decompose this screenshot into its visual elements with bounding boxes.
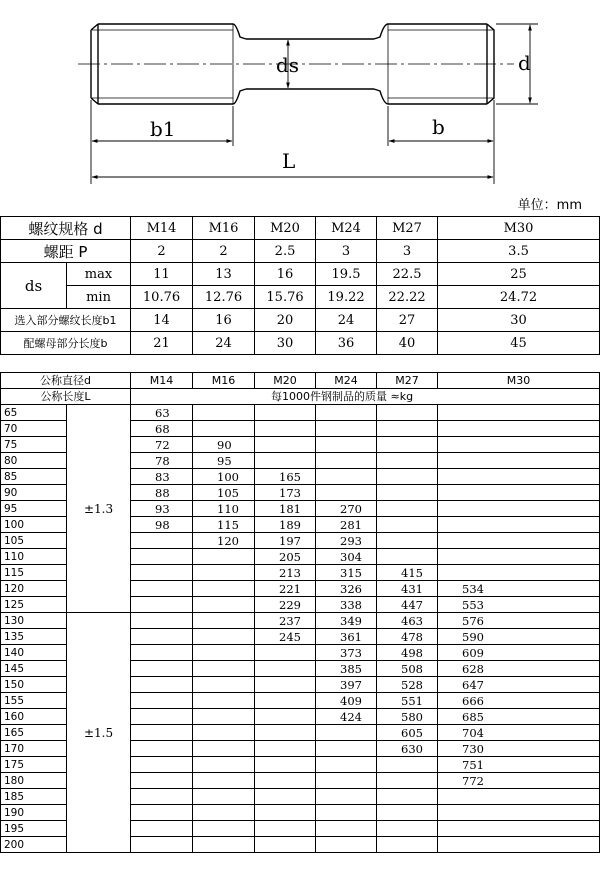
ds-dimension-label: ds (276, 53, 300, 77)
mass-cell (255, 453, 316, 469)
mass-cell (316, 469, 377, 485)
mass-cell: 98 (131, 517, 193, 533)
mass-cell (255, 645, 316, 661)
mass-cell: 293 (316, 533, 377, 549)
mass-cell (316, 741, 377, 757)
mass-cell (316, 437, 377, 453)
mass-cell (377, 773, 438, 789)
b1-cell: 30 (438, 309, 600, 332)
mass-cell (438, 405, 600, 421)
mass-cell: 63 (131, 405, 193, 421)
length-cell: 110 (1, 549, 67, 565)
mass-body (1, 405, 600, 853)
mass-cell (316, 805, 377, 821)
mass-cell: 498 (377, 645, 438, 661)
mass-cell (131, 757, 193, 773)
length-cell: 185 (1, 789, 67, 805)
mass-cell: 229 (255, 597, 316, 613)
mass-cell (131, 837, 193, 853)
mass-cell: 534 (438, 581, 600, 597)
mass-cell (193, 757, 255, 773)
mass-cell (377, 501, 438, 517)
mass-cell (438, 565, 600, 581)
mass-cell (316, 773, 377, 789)
mass-cell (131, 773, 193, 789)
size-cell: M14 (131, 217, 193, 240)
b1-cell: 20 (255, 309, 316, 332)
mass-cell (438, 805, 600, 821)
mass-cell: 189 (255, 517, 316, 533)
mass-cell: 551 (377, 693, 438, 709)
ds-max-cell: 25 (438, 263, 600, 286)
mass-cell: 508 (377, 661, 438, 677)
mass-cell: 431 (377, 581, 438, 597)
mass-cell (255, 725, 316, 741)
b-dimension-label: b (432, 115, 445, 139)
ds-min-cell: 12.76 (193, 286, 255, 309)
mass-cell (193, 597, 255, 613)
mass-cell: 704 (438, 725, 600, 741)
mass-cell: 93 (131, 501, 193, 517)
mass-cell (438, 485, 600, 501)
length-cell: 150 (1, 677, 67, 693)
diameter-label: 公称直径d (1, 373, 131, 389)
b-label: 配螺母部分长度b (1, 332, 131, 355)
mass-cell: 83 (131, 469, 193, 485)
mass-cell: 576 (438, 613, 600, 629)
mass-cell: 463 (377, 613, 438, 629)
length-cell: 65 (1, 405, 67, 421)
mass-cell: 326 (316, 581, 377, 597)
mass-cell (316, 837, 377, 853)
b1-cell: 27 (377, 309, 438, 332)
mass-cell (377, 757, 438, 773)
mass-cell (131, 725, 193, 741)
b-cell: 21 (131, 332, 193, 355)
length-cell: 70 (1, 421, 67, 437)
thread-spec-label: 螺纹规格 d (1, 217, 131, 240)
mass-cell (193, 677, 255, 693)
length-cell: 165 (1, 725, 67, 741)
mass-cell (193, 549, 255, 565)
mass-cell (193, 405, 255, 421)
mass-cell (438, 437, 600, 453)
mass-cell: 609 (438, 645, 600, 661)
size-cell: M30 (438, 217, 600, 240)
b-cell: 30 (255, 332, 316, 355)
mass-cell (131, 693, 193, 709)
size-header: M14 (131, 373, 193, 389)
mass-cell: 237 (255, 613, 316, 629)
mass-cell (438, 837, 600, 853)
mass-cell: 90 (193, 437, 255, 453)
mass-cell (131, 629, 193, 645)
mass-cell (193, 421, 255, 437)
ds-min-cell: 19.22 (316, 286, 377, 309)
mass-cell (193, 661, 255, 677)
size-header: M20 (255, 373, 316, 389)
mass-cell: 281 (316, 517, 377, 533)
d-dimension-label: d (518, 51, 531, 75)
pitch-cell: 2 (131, 240, 193, 263)
mass-cell: 270 (316, 501, 377, 517)
mass-cell: 72 (131, 437, 193, 453)
mass-cell (438, 453, 600, 469)
mass-cell (255, 693, 316, 709)
b1-label: 选入部分螺纹长度b1 (1, 309, 131, 332)
mass-header: 每1000件钢制品的质量 ≈kg (131, 389, 600, 405)
mass-cell (377, 805, 438, 821)
ds-max-cell: 16 (255, 263, 316, 286)
mass-cell (377, 533, 438, 549)
length-cell: 85 (1, 469, 67, 485)
size-cell: M27 (377, 217, 438, 240)
size-header: M30 (438, 373, 600, 389)
mass-cell: 100 (193, 469, 255, 485)
tolerance-cell: ±1.5 (67, 613, 131, 853)
size-header: M16 (193, 373, 255, 389)
mass-cell (316, 485, 377, 501)
b1-cell: 14 (131, 309, 193, 332)
mass-cell: 120 (193, 533, 255, 549)
mass-cell (438, 789, 600, 805)
mass-cell: 304 (316, 549, 377, 565)
mass-cell (316, 453, 377, 469)
mass-cell: 221 (255, 581, 316, 597)
stud-bolt-drawing (0, 0, 600, 190)
mass-cell (377, 821, 438, 837)
mass-cell: 88 (131, 485, 193, 501)
mass-cell (131, 661, 193, 677)
pitch-row (1, 240, 600, 263)
mass-cell (316, 789, 377, 805)
mass-cell: 68 (131, 421, 193, 437)
length-cell: 100 (1, 517, 67, 533)
length-cell: 95 (1, 501, 67, 517)
mass-cell (377, 405, 438, 421)
length-cell: 115 (1, 565, 67, 581)
mass-cell (438, 549, 600, 565)
mass-cell (131, 549, 193, 565)
pitch-cell: 3 (316, 240, 377, 263)
mass-cell (438, 501, 600, 517)
mass-cell (255, 437, 316, 453)
mass-cell: 630 (377, 741, 438, 757)
mass-cell (255, 837, 316, 853)
mass-cell: 373 (316, 645, 377, 661)
mass-cell (193, 581, 255, 597)
b-cell: 24 (193, 332, 255, 355)
mass-cell (193, 741, 255, 757)
mass-cell (131, 613, 193, 629)
length-cell: 120 (1, 581, 67, 597)
mass-cell (193, 645, 255, 661)
mass-cell (193, 613, 255, 629)
mass-cell: 213 (255, 565, 316, 581)
mass-cell: 424 (316, 709, 377, 725)
mass-cell (193, 565, 255, 581)
pitch-cell: 2.5 (255, 240, 316, 263)
b1-row (1, 309, 600, 332)
b-cell: 45 (438, 332, 600, 355)
mass-cell (255, 677, 316, 693)
mass-cell (131, 789, 193, 805)
mass-cell (255, 757, 316, 773)
mass-cell (377, 789, 438, 805)
size-header: M27 (377, 373, 438, 389)
mass-cell: 647 (438, 677, 600, 693)
mass-cell (255, 709, 316, 725)
length-cell: 80 (1, 453, 67, 469)
b1-cell: 24 (316, 309, 377, 332)
b-row (1, 332, 600, 355)
mass-cell: 181 (255, 501, 316, 517)
mass-cell (255, 421, 316, 437)
length-cell: 125 (1, 597, 67, 613)
mass-cell: 553 (438, 597, 600, 613)
b-cell: 40 (377, 332, 438, 355)
mass-cell: 751 (438, 757, 600, 773)
mass-cell (438, 421, 600, 437)
ds-max-row (1, 263, 600, 286)
mass-cell (131, 741, 193, 757)
max-label: max (67, 263, 131, 286)
length-cell: 160 (1, 709, 67, 725)
mass-cell (377, 421, 438, 437)
mass-cell (255, 661, 316, 677)
mass-cell (131, 645, 193, 661)
ds-label: ds (1, 263, 67, 309)
length-cell: 155 (1, 693, 67, 709)
mass-cell (316, 821, 377, 837)
ds-max-cell: 22.5 (377, 263, 438, 286)
ds-min-cell: 24.72 (438, 286, 600, 309)
L-dimension-label: L (282, 149, 296, 173)
size-cell: M20 (255, 217, 316, 240)
mass-cell: 338 (316, 597, 377, 613)
pitch-label: 螺距 P (1, 240, 131, 263)
length-cell: 170 (1, 741, 67, 757)
ds-max-cell: 11 (131, 263, 193, 286)
min-label: min (67, 286, 131, 309)
mass-cell (131, 677, 193, 693)
mass-cell: 772 (438, 773, 600, 789)
ds-min-cell: 22.22 (377, 286, 438, 309)
mass-cell: 349 (316, 613, 377, 629)
mass-cell (377, 485, 438, 501)
mass-cell (438, 469, 600, 485)
b1-dimension-label: b1 (150, 117, 176, 141)
mass-cell (131, 565, 193, 581)
mass-cell (316, 725, 377, 741)
mass-cell: 528 (377, 677, 438, 693)
mass-cell (131, 581, 193, 597)
mass-cell (377, 453, 438, 469)
mass-cell: 385 (316, 661, 377, 677)
thread-spec-row (1, 217, 600, 240)
ds-min-cell: 10.76 (131, 286, 193, 309)
mass-cell (255, 405, 316, 421)
length-cell: 135 (1, 629, 67, 645)
mass-cell: 447 (377, 597, 438, 613)
mass-cell (377, 437, 438, 453)
length-label: 公称长度L (1, 389, 131, 405)
mass-cell (193, 805, 255, 821)
mass-cell: 666 (438, 693, 600, 709)
mass-cell: 105 (193, 485, 255, 501)
mass-cell: 173 (255, 485, 316, 501)
mass-cell: 361 (316, 629, 377, 645)
pitch-cell: 2 (193, 240, 255, 263)
mass-cell: 78 (131, 453, 193, 469)
size-header: M24 (316, 373, 377, 389)
ds-max-cell: 19.5 (316, 263, 377, 286)
mass-cell (316, 757, 377, 773)
mass-cell (193, 629, 255, 645)
mass-cell: 730 (438, 741, 600, 757)
length-cell: 200 (1, 837, 67, 853)
mass-cell (193, 725, 255, 741)
unit-label: 单位：mm (517, 198, 582, 213)
mass-table (0, 372, 600, 853)
table-row (1, 405, 600, 421)
length-cell: 195 (1, 821, 67, 837)
mass-cell (193, 773, 255, 789)
mass-cell: 197 (255, 533, 316, 549)
mass-cell (255, 789, 316, 805)
ds-max-cell: 13 (193, 263, 255, 286)
b-cell: 36 (316, 332, 377, 355)
mass-cell (377, 469, 438, 485)
mass-cell (255, 741, 316, 757)
mass-cell (193, 821, 255, 837)
mass-cell: 478 (377, 629, 438, 645)
mass-cell: 397 (316, 677, 377, 693)
mass-cell (316, 405, 377, 421)
length-header-row (1, 389, 600, 405)
length-cell: 105 (1, 533, 67, 549)
mass-cell: 95 (193, 453, 255, 469)
mass-cell: 205 (255, 549, 316, 565)
length-cell: 190 (1, 805, 67, 821)
size-cell: M16 (193, 217, 255, 240)
length-cell: 130 (1, 613, 67, 629)
ds-min-row (1, 286, 600, 309)
mass-cell (131, 709, 193, 725)
mass-cell (316, 421, 377, 437)
length-cell: 140 (1, 645, 67, 661)
mass-cell: 409 (316, 693, 377, 709)
mass-cell: 110 (193, 501, 255, 517)
pitch-cell: 3 (377, 240, 438, 263)
mass-cell: 685 (438, 709, 600, 725)
mass-cell (255, 821, 316, 837)
mass-cell: 115 (193, 517, 255, 533)
tolerance-cell: ±1.3 (67, 405, 131, 613)
mass-cell (255, 773, 316, 789)
b1-cell: 16 (193, 309, 255, 332)
ds-min-cell: 15.76 (255, 286, 316, 309)
mass-cell (193, 709, 255, 725)
mass-cell (438, 517, 600, 533)
length-cell: 180 (1, 773, 67, 789)
mass-cell: 590 (438, 629, 600, 645)
pitch-cell: 3.5 (438, 240, 600, 263)
mass-cell (193, 693, 255, 709)
diameter-header-row (1, 373, 600, 389)
spec-table (0, 216, 600, 355)
mass-cell: 315 (316, 565, 377, 581)
mass-cell (377, 517, 438, 533)
length-cell: 175 (1, 757, 67, 773)
mass-cell (438, 821, 600, 837)
mass-cell: 415 (377, 565, 438, 581)
mass-cell (131, 597, 193, 613)
mass-cell: 165 (255, 469, 316, 485)
length-cell: 145 (1, 661, 67, 677)
size-cell: M24 (316, 217, 377, 240)
mass-cell: 580 (377, 709, 438, 725)
mass-cell: 245 (255, 629, 316, 645)
length-cell: 90 (1, 485, 67, 501)
mass-cell (193, 789, 255, 805)
mass-cell (193, 837, 255, 853)
mass-cell (131, 533, 193, 549)
mass-cell (131, 821, 193, 837)
mass-cell (131, 805, 193, 821)
table-row (1, 613, 600, 629)
mass-cell (377, 549, 438, 565)
mass-cell (438, 533, 600, 549)
mass-cell (377, 837, 438, 853)
mass-cell: 605 (377, 725, 438, 741)
mass-cell: 628 (438, 661, 600, 677)
length-cell: 75 (1, 437, 67, 453)
mass-cell (255, 805, 316, 821)
